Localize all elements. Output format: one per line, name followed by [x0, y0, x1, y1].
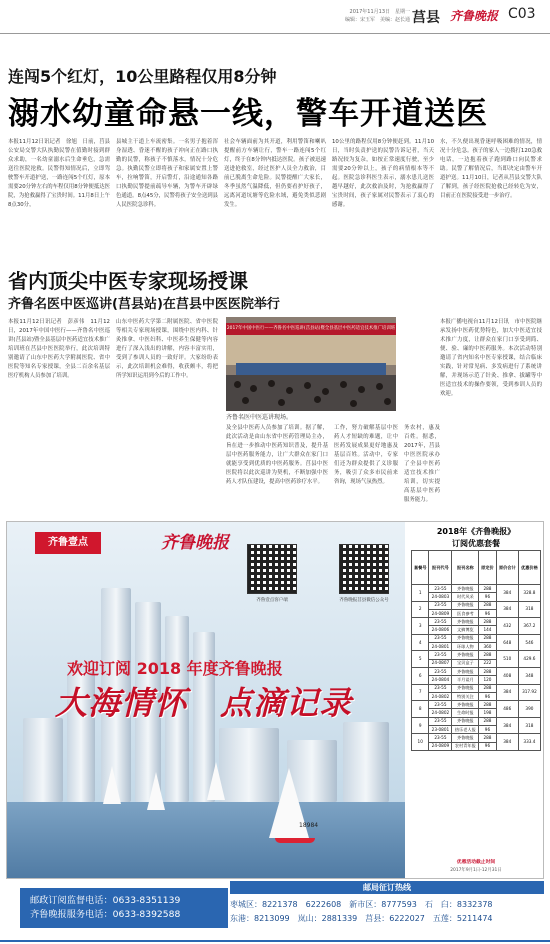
price-table-cell: 288 — [479, 734, 496, 742]
audience-head — [242, 397, 249, 404]
price-table-cell: 23-55 — [429, 734, 452, 742]
price-table-row — [412, 667, 541, 675]
price-table-cell: 热乐老人报 — [452, 726, 479, 734]
price-table-cell: 288 — [479, 667, 496, 675]
price-table-cell: 222 — [479, 659, 496, 667]
col-header: 套餐号 — [412, 551, 429, 585]
price-table-cell: 5 — [412, 651, 429, 668]
price-table-row — [412, 717, 541, 725]
footer — [6, 881, 544, 938]
price-table-cell: 半月谈月 — [452, 676, 479, 684]
price-table-cell: 384 — [496, 734, 518, 751]
price-table-cell: 4 — [412, 634, 429, 651]
price-table-cell: 318 — [518, 601, 540, 618]
sailboat-hull — [275, 838, 315, 843]
price-table-cell: 3 — [412, 618, 429, 635]
price-table-cell: 齐鲁晚报 — [452, 667, 479, 675]
price-table-row — [412, 618, 541, 626]
ad-app-brand: 齐鲁壹点 — [35, 532, 101, 554]
price-table-cell: 384 — [496, 585, 518, 602]
price-table-cell: 510 — [496, 651, 518, 668]
sailboat-sail — [147, 772, 165, 810]
col-header: 原定价 — [479, 551, 496, 585]
price-table-cell: 328.8 — [518, 585, 540, 602]
price-table-cell: 10 — [412, 734, 429, 751]
price-table-row — [412, 651, 541, 659]
price-table-cell: 齐鲁晚报 — [452, 601, 479, 609]
audience-head — [350, 400, 357, 407]
article2-column-4: 工作，努力破解基层中医药人才短缺的难题，让中医药发展成果更好地惠及基层百姓。活动中，专家们还为群众提供了义诊服务，吸引了众多市民前来咨询，现场气氛热烈。 — [334, 425, 398, 485]
hotline-title: 邮局征订热线 — [230, 881, 544, 894]
price-table-cell: 1 — [412, 585, 429, 602]
audience-head — [376, 383, 383, 390]
hotline-line-1: 枣城区：8221378 6222608 新市区：8777593 石 臼：8332378 — [230, 900, 493, 909]
price-table-cell: 288 — [479, 634, 496, 642]
photo-stage-wall — [226, 335, 396, 365]
price-table-cell: 24-0809 — [429, 609, 452, 617]
price-table-cell: 时代风采 — [452, 593, 479, 601]
price-table-cell: 齐鲁晚报 — [452, 634, 479, 642]
service-phone-box — [20, 888, 228, 928]
price-table-row — [412, 701, 541, 709]
price-table-cell: 23-55 — [429, 651, 452, 659]
price-table-cell: 24-0802 — [429, 709, 452, 717]
article2-column-1: 本报11月12日讯记者 彭彦伟 11月12日，2017年中国中医行——齐鲁名中医巡讲(莒县站)暨全县基层中医药适宜技术推广培训班在莒县中医医院举行，此次培训特别邀请了山东中医药大学附属医院、省中医院等知名专家授课，全县二百余名基层医疗机构人员参加了培训。 — [8, 319, 110, 379]
price-table-cell: 23-55 — [429, 667, 452, 675]
price-table-cell: 24-0806 — [429, 626, 452, 634]
price-table-cell: 96 — [479, 692, 496, 700]
article1-headline: 溺水幼童命悬一线，警车开道送医 — [8, 96, 488, 132]
page-number: C03 — [508, 6, 536, 22]
photo-audience — [226, 375, 396, 411]
skyline-tower — [343, 722, 389, 802]
audience-head — [304, 382, 311, 389]
price-table-cell: 7 — [412, 684, 429, 701]
price-table-cell: 24-0807 — [429, 659, 452, 667]
qr-code-app-caption: 齐鲁壹点客户端 — [256, 598, 288, 603]
price-table-cell: 96 — [479, 609, 496, 617]
price-table-cell: 546 — [518, 634, 540, 651]
price-table-cell: 23-0801 — [429, 726, 452, 734]
price-table-cell: 384 — [496, 601, 518, 618]
price-table-cell: 23-55 — [429, 585, 452, 593]
price-table-cell: 23-55 — [429, 684, 452, 692]
col-header: 报刊代号 — [429, 551, 452, 585]
article1-column-1: 本报11月12日讯记者 徐旭 日前，莒县公安局交警大队执勤民警在值勤时接到群众求助，一名幼童溺水后生命垂危，急需送往医院抢救。民警得知情况后，立即驾驶警车开道护送，一路连闯5个红灯，原本需要20分钟左右的车程仅用8分钟便抵达医院，为抢救赢得了宝贵时间。11月8日上午8点30分， — [8, 139, 110, 208]
article2-subheadline: 齐鲁名医中医巡讲(莒县站)在莒县中医医院举行 — [8, 297, 280, 312]
price-table-cell: 农村青年报 — [452, 742, 479, 750]
photo-head-table — [236, 363, 386, 375]
section-name: 莒县 — [412, 10, 440, 26]
article2-column-2: 山东中医药大学第二附属医院、省中医院等相关专家现场授课，围绕中医内科、针灸推拿、中医妇科、中医养生保健等内容进行了深入浅出的讲解，内容丰富实用，受到了参训人员的一致好评。大家纷纷表示，此次培训机会难得，收获颇丰，将把所学知识运用到今后的工作中。 — [116, 319, 218, 379]
subscription-advertisement — [6, 521, 544, 879]
price-table-cell: 齐鲁晚报 — [452, 585, 479, 593]
ad-sea — [7, 802, 405, 879]
audience-head — [314, 396, 321, 403]
price-table-cell: 23-55 — [429, 717, 452, 725]
bottom-rule — [0, 940, 550, 942]
qr-code-app — [247, 544, 297, 594]
sailboat-sail — [103, 766, 121, 804]
sail-number: 18984 — [299, 822, 319, 829]
audience-head — [286, 387, 293, 394]
service-phone: 齐鲁晚报服务电话：0633-8392588 — [30, 909, 181, 920]
price-table-cell: 144 — [479, 626, 496, 634]
price-table — [411, 550, 541, 751]
price-table-cell: 288 — [479, 651, 496, 659]
price-table-cell: 宝贝盒子 — [452, 659, 479, 667]
price-table-cell: 288 — [479, 717, 496, 725]
price-table-cell: 360 — [479, 643, 496, 651]
price-table-header-row — [412, 551, 541, 585]
price-table-cell: 96 — [479, 593, 496, 601]
hotline-numbers — [230, 898, 544, 926]
price-table-cell: 317.92 — [518, 684, 540, 701]
article1-column-2: 县城主干道上车流密集。一名男子抱着浑身湿透、昏迷不醒的孩子冲向正在路口执勤的民警，称孩子不慎落水，情况十分危急。执勤民警立即将孩子和家属安置上警车，拉响警笛，开启警灯，沿途通知各路口执勤民警提前疏导车辆，为警车开辟绿色通道。8点45分，民警将孩子安全送到县人民医院急诊科。 — [116, 139, 218, 208]
price-table-cell: 288 — [479, 618, 496, 626]
price-table-cell: 齐鲁晚报 — [452, 734, 479, 742]
ad-slogan-main: 大海情怀 点滴记录 — [55, 684, 353, 722]
price-table-subtitle: 订阅优惠套餐 — [452, 539, 500, 548]
promo-deadline-label: 优惠活动截止时间 — [456, 860, 496, 865]
price-table-cell: 333.4 — [518, 734, 540, 751]
audience-head — [340, 381, 347, 388]
price-table-cell: 288 — [479, 601, 496, 609]
price-table-cell: 318 — [518, 717, 540, 734]
price-table-cell: 齐鲁晚报 — [452, 717, 479, 725]
price-table-cell: 文摘博览 — [452, 626, 479, 634]
price-table-cell: 96 — [479, 742, 496, 750]
price-table-cell: 24-0803 — [429, 593, 452, 601]
newspaper-logo: 齐鲁晚报 — [450, 9, 499, 23]
price-table-cell: 390 — [518, 701, 540, 718]
price-table-cell: 特别关注 — [452, 692, 479, 700]
sailboat-sail — [207, 762, 225, 800]
audience-head — [384, 398, 391, 405]
price-table-row — [412, 585, 541, 593]
article2-column-6: 本报广播电视台11月12日讯 市中医院继承发扬中医药优势特色，加大中医适宜技术推广力度，让群众在家门口享受到简、便、验、廉的中医药服务。本次活动特别邀请了省内知名中医专家授课，结合临床实践，针对常见病、多发病进行了系统讲解，并现场示范了针灸、推拿、拔罐等中医适宜技术的操作要领，受到参训人员的欢迎。 — [440, 319, 542, 397]
header-date: 2017年11月13日 星期一 — [349, 9, 410, 15]
price-table-cell: 23-55 — [429, 601, 452, 609]
supervise-phone: 邮政订阅监督电话：0633-8351139 — [30, 895, 181, 906]
col-header: 优惠价格 — [518, 551, 540, 585]
audience-head — [358, 386, 365, 393]
promo-deadline-dates: 2017年9月1日-12月31日 — [450, 868, 502, 873]
article2-photo — [226, 317, 396, 411]
audience-head — [250, 385, 257, 392]
article1-kicker: 连闯5个红灯，10公里路程仅用8分钟 — [8, 67, 277, 86]
hotline-box — [230, 881, 544, 938]
price-table-row — [412, 684, 541, 692]
price-table-cell: 367.2 — [518, 618, 540, 635]
price-table-body — [412, 585, 541, 751]
price-table-cell: 198 — [479, 709, 496, 717]
price-table-cell: 384 — [496, 684, 518, 701]
header-editor: 编辑：宋玉军 美编：赵长通 — [344, 17, 410, 23]
price-table-row — [412, 601, 541, 609]
price-table-cell: 23-55 — [429, 701, 452, 709]
hotline-line-2: 东港：8213099 岚山：2881339 莒县：6222027 五莲：5211474 — [230, 914, 493, 923]
qr-code-wechat-caption: 齐鲁晚报莒县微信公众号 — [339, 598, 389, 603]
price-table-cell: 23-55 — [429, 634, 452, 642]
price-table-cell: 齐鲁晚报 — [452, 684, 479, 692]
article1-column-3: 社会车辆面前为其开道，利用警笛和喇叭提醒前方车辆让行，警车一路连闯5个红灯，终于在8分钟内抵达医院。孩子被迅速送进抢救室，经过医护人员全力救治，目前已脱离生命危险。民警提醒广大家长，冬季虽然气温降低，但仍要看护好孩子，远离河道坑塘等危险水域，避免类似悲剧发生。 — [224, 139, 326, 208]
photo-banner: 2017年中国中医行——齐鲁名中医巡讲(莒县站)暨全县基层中医药适宜技术推广培训班 — [226, 323, 396, 335]
price-table-cell: 8 — [412, 701, 429, 718]
price-table-cell: 23-55 — [429, 618, 452, 626]
price-table-row — [412, 734, 541, 742]
price-table-cell: 348 — [518, 667, 540, 684]
price-table-title: 2018年《齐鲁晚报》 — [436, 527, 516, 536]
article2-column-3: 及全县中医药人员参加了培训。据了解，此次活动是由山东省中医药管理局主办，旨在进一步推动中医药知识普及，提升基层中医药服务能力，让广大群众在家门口就能享受到优质的中医药服务。莒县中医医院将以此次巡讲为契机，不断加强中医药人才队伍建设，提高中医药诊疗水平。 — [226, 425, 328, 485]
col-header: 原价合计 — [496, 551, 518, 585]
price-table-cell: 齐鲁晚报 — [452, 618, 479, 626]
price-table-cell: 384 — [496, 717, 518, 734]
article2-column-5: 务农村，惠及百姓。据悉，2017年，莒县中医医院承办了全县中医药适宜技术推广培训，切实提高基层中医药服务能力。 — [404, 425, 440, 503]
price-table-cell: 24-0809 — [429, 742, 452, 750]
price-table-cell: 6 — [412, 667, 429, 684]
header-meta — [300, 8, 410, 24]
price-table-cell: 齐鲁晚报 — [452, 651, 479, 659]
price-table-cell: 环球人物 — [452, 643, 479, 651]
price-table-cell: 24-0802 — [429, 692, 452, 700]
qr-code-wechat — [339, 544, 389, 594]
price-table-cell: 288 — [479, 684, 496, 692]
audience-head — [234, 381, 241, 388]
skyline-tower — [23, 718, 63, 802]
ad-slogan-subscribe: 欢迎订阅 2018 年度齐鲁晚报 — [67, 659, 283, 678]
price-table-cell: 486 — [496, 701, 518, 718]
audience-head — [322, 388, 329, 395]
price-table-cell: 429.6 — [518, 651, 540, 668]
price-table-cell: 生命时报 — [452, 709, 479, 717]
price-table-cell: 288 — [479, 585, 496, 593]
price-table-cell: 医食参考 — [452, 609, 479, 617]
photo-caption: 齐鲁名医中医巡讲现场。 — [226, 414, 293, 421]
ad-background — [7, 522, 405, 879]
article1-column-4: 10公里的路程仅用8分钟便赶到。11月10日，当时负责护送的民警告诉记者，当天路况较为复杂，如按正常速度行驶，至少需要20分钟以上，孩子的病情根本等不起。医院急诊科医生表示，溺水患儿送医越早越好，此次救治及时，为抢救赢得了宝贵时间，孩子家属对民警表示了衷心的感谢。 — [332, 139, 434, 208]
price-table-cell: 432 — [496, 618, 518, 635]
page-header — [0, 0, 550, 34]
audience-head — [268, 380, 275, 387]
price-table-cell: 120 — [479, 676, 496, 684]
price-table-cell: 齐鲁晚报 — [452, 701, 479, 709]
col-header: 报刊名称 — [452, 551, 479, 585]
ad-newspaper-logo: 齐鲁晚报 — [161, 533, 229, 553]
article1-column-5: 水，不久便出现昏迷呼吸困难的情况，情况十分危急。孩子的家人一边拨打120急救电话，一边抱着孩子跑到路口向民警求助。民警了解情况后，当即决定由警车开道护送。11月10日，记者从莒县交警大队了解到，孩子经医院抢救已经转危为安，目前正在医院接受进一步治疗。 — [440, 139, 542, 199]
price-table-cell: 2 — [412, 601, 429, 618]
price-table-cell: 9 — [412, 717, 429, 734]
price-table-cell: 24-0804 — [429, 676, 452, 684]
price-table-cell: 648 — [496, 634, 518, 651]
price-table-cell: 24-0801 — [429, 643, 452, 651]
price-table-cell: 408 — [496, 667, 518, 684]
price-table-cell: 96 — [479, 726, 496, 734]
audience-head — [278, 399, 285, 406]
article2-headline: 省内顶尖中医专家现场授课 — [8, 269, 248, 293]
price-table-row — [412, 634, 541, 642]
price-table-cell: 288 — [479, 701, 496, 709]
